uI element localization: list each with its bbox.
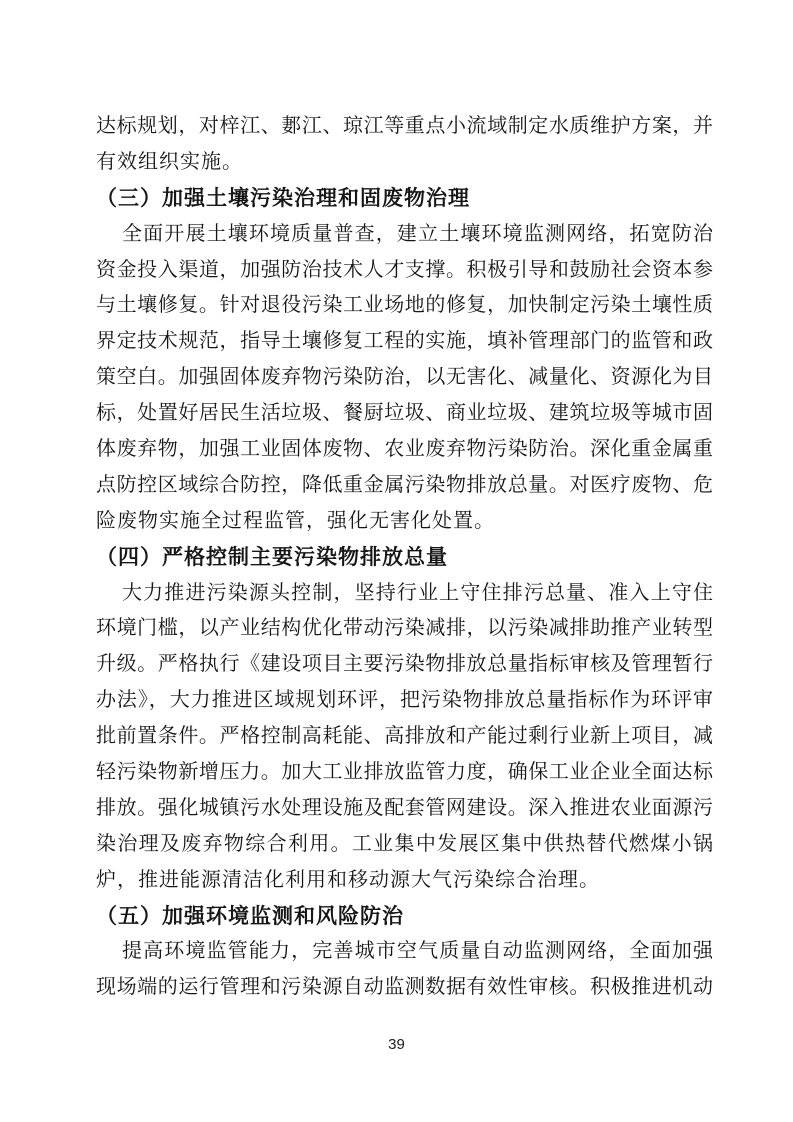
text-line: 全面开展土壤环境质量普查，建立土壤环境监测网络，拓宽防治 <box>122 222 713 245</box>
text-line: 资金投入渠道，加强防治技术人才支撑。积极引导和鼓励社会资本参 <box>96 258 713 281</box>
section-heading: （四）严格控制主要污染物排放总量 <box>96 544 448 569</box>
text-line: 轻污染物新增压力。加大工业排放监管力度，确保工业企业全面达标 <box>96 761 713 784</box>
text-line: 达标规划，对梓江、郪江、琼江等重点小流域制定水质维护方案，并 <box>96 115 713 137</box>
text-line: 排放。强化城镇污水处理设施及配套管网建设。深入推进农业面源污 <box>96 796 713 819</box>
text-line: 界定技术规范，指导土壤修复工程的实施，填补管理部门的监管和政 <box>96 330 713 353</box>
page-number: 39 <box>388 1036 405 1053</box>
text-line: 大力推进污染源头控制，坚持行业上守住排污总量、准入上守住 <box>122 581 713 604</box>
text-line: 险废物实施全过程监管，强化无害化处置。 <box>96 509 495 532</box>
text-line: 现场端的运行管理和污染源自动监测数据有效性审核。积极推进机动 <box>96 976 713 999</box>
text-block <box>96 109 713 1006</box>
text-line: 提高环境监管能力，完善城市空气质量自动监测网络，全面加强 <box>122 940 713 963</box>
section-heading: （三）加强土壤污染治理和固废物治理 <box>96 185 470 210</box>
text-line: 点防控区域综合防控，降低重金属污染物排放总量。对医疗废物、危 <box>96 473 713 496</box>
text-line: 体废弃物，加强工业固体废物、农业废弃物污染防治。深化重金属重 <box>96 438 713 461</box>
text-line: 染治理及废弃物综合利用。工业集中发展区集中供热替代燃煤小锅 <box>96 832 713 855</box>
section-heading: （五）加强环境监测和风险防治 <box>96 903 404 928</box>
text-line: 有效组织实施。 <box>96 150 243 173</box>
text-line: 策空白。加强固体废弃物污染防治，以无害化、减量化、资源化为目 <box>96 366 713 389</box>
text-line: 炉，推进能源清洁化利用和移动源大气污染综合治理。 <box>96 868 600 891</box>
text-line: 升级。严格执行《建设项目主要污染物排放总量指标审核及管理暂行 <box>96 653 713 676</box>
text-line: 批前置条件。严格控制高耗能、高排放和产能过剩行业新上项目，减 <box>96 725 713 748</box>
text-line: 标，处置好居民生活垃圾、餐厨垃圾、商业垃圾、建筑垃圾等城市固 <box>96 402 713 425</box>
text-line: 与土壤修复。针对退役污染工业场地的修复，加快制定污染土壤性质 <box>96 294 713 317</box>
text-line: 环境门槛，以产业结构优化带动污染减排，以污染减排助推产业转型 <box>96 617 713 640</box>
text-line: 办法》，大力推进区域规划环评，把污染物排放总量指标作为环评审 <box>96 689 713 712</box>
